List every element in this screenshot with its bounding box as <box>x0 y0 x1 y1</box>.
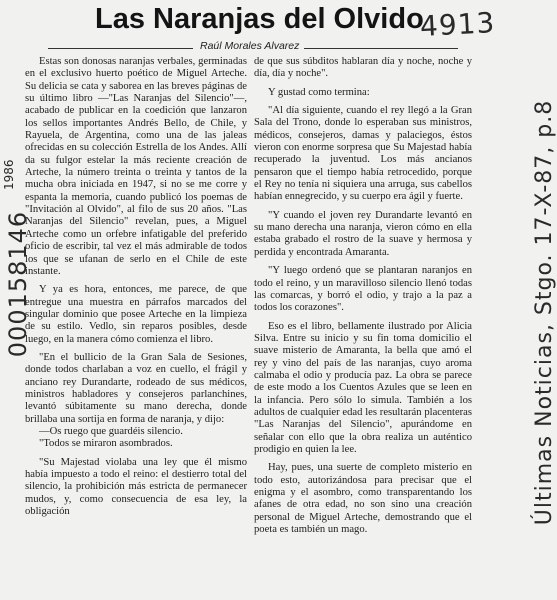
article-author: Raúl Morales Alvarez <box>200 40 300 52</box>
handwritten-year: 1986 <box>2 159 16 190</box>
handwritten-number: 4913 <box>419 6 497 43</box>
dialog-line: —Os ruego que guardéis silencio. <box>39 425 183 437</box>
handwritten-source-note: Últimas Noticias, Stgo. 17-X-87, p.8 <box>532 99 557 526</box>
quote-paragraph: "Y cuando el joven rey Durandarte levantó en su mano derecha una naranja, vieron cómo en ella estaba grabado el rostro de la suave y hermosa y perdida y encontrada Amaranta. <box>254 209 472 258</box>
right-column <box>254 56 472 542</box>
title-rule-right <box>304 48 458 49</box>
left-column <box>25 56 247 524</box>
title-rule-left <box>48 48 193 49</box>
paragraph: Y gustad como termina: <box>268 86 370 98</box>
paragraph: Y ya es hora, entonces, me parece, de que entregue una muestra en párrafos marcados del singular dominio que posee Arteche en la limpieza de su estilo. Vedlo, sin reparos posibles, desde luego, en la manera cómo comienza el libro. <box>25 284 247 345</box>
quote-paragraph: "Su Majestad violaba una ley que él mismo había impuesto a todo el reino: el destierro total del silencio, la prohibición más estricta de permanecer mudos, y, como consecuencia de esa ley, la obligación <box>25 456 247 518</box>
paragraph: de que sus súbditos hablaran día y noche, noche y día, día y noche". <box>254 56 472 80</box>
article-title: Las Naranjas del Olvido <box>95 3 424 35</box>
quote-paragraph: "Al día siguiente, cuando el rey llegó a la Gran Sala del Trono, donde lo esperaban sus ministros, médicos, consejeros, damas y palaciegos, éstos vieron con enorme sorpresa que Su Majestad había recuperado la juventud. Los más ancianos pensaron que el tiempo había retrocedido, porque el Rey no tenía ni siquiera una arruga, sus cabellos habían ennegrecido, y su cuerpo era ágil y fuerte. <box>254 105 472 203</box>
handwritten-code: 000158146 <box>4 210 33 358</box>
quote-paragraph: "Y luego ordenó que se plantaran naranjos en todo el reino, y un maravilloso silencio llenó todas las comarcas, y borró el odio, y trajo a la paz a todos los corazones". <box>254 265 472 314</box>
paragraph: Eso es el libro, bellamente ilustrado por Alicia Silva. Entre su inicio y su fin toma domicilio el suave misterio de Amaranta, la bella que amó el rey y vino del país de las naranjas, cuyo aroma calmaba el odio y producía paz. La obra se parece de este modo a los Cuentos Azules que se leen en la infancia. Pero sólo lo simula. También a los adultos de cualquier edad les resultarán placenteras "Las Naranjas del Silencio", apurándome en señalar con ello que la obra realiza un auténtico prodigio en quien la lee. <box>254 320 472 455</box>
quote-paragraph: "Todos se miraron asombrados. <box>39 438 173 450</box>
paragraph: Hay, pues, una suerte de completo misterio en todo esto, autorizándosa para precisar que el enigma y el asombro, como transparentando los afanes de otra edad, no son sino una creación personal de Miguel Arteche, demostrando que el poeta es también un mago. <box>254 462 472 536</box>
quote-paragraph: "En el bullicio de la Gran Sala de Sesiones, donde todos charlaban a voz en cuello, el frágil y anciano rey Durandarte, rodeado de sus médicos, ministros habladores y consejeros parlanchines, levantó súbitamente su mano derecha, donde brillaba una sortija en forma de naranja, y dijo: <box>25 351 247 425</box>
paragraph: Estas son donosas naranjas verbales, germinadas en el exclusivo huerto poético de Miguel Arteche. Su delicia se cata y saborea en las breves páginas de su último libro —"Las Naranjas del Silencio"—, acabado de publicar en la coedición que lanzaron los sellos importantes Andrés Bello, de Chile, y Rayuela, de Argentina, como una de las jaleas ofrecidas en su colección Estrella de los Andes. Allí da su fulgor estelar la más reciente creación de Arteche, la número treinta o treinta y tantos de la mucha obra iniciada en 1947, si no se me corre y espanta la memoria, cuando publicó los poemas de "Invitación al Olvido", al filo de sus 20 años. "Las Naranjas del Silencio" revelan, pues, a Miguel Arteche como un orfebre infatigable del preferido oficio de escribir, tal vez el más admirable de todos los que se ufanan de serlo en el Chile de este instante. <box>25 56 247 277</box>
